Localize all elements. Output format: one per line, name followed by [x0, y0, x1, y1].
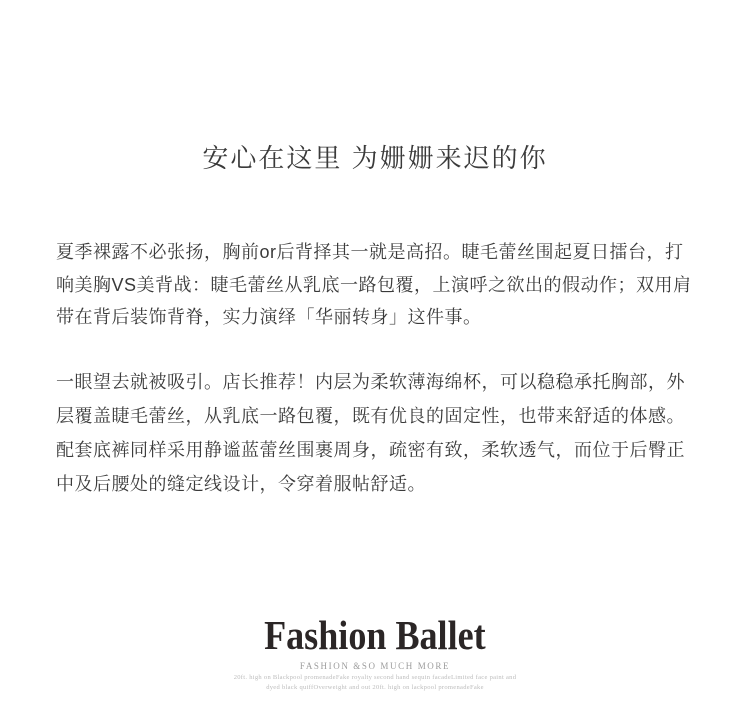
- copy-line: 带在背后装饰背脊，实力演绎「华丽转身」这件事。: [56, 307, 482, 327]
- brand-logo: Fashion Ballet: [264, 612, 486, 658]
- paragraph-comfort-detail: [56, 365, 698, 501]
- brand-footer: [0, 612, 750, 693]
- copy-line: 配套底裤同样采用静谧蓝蕾丝围裹周身，疏密有致，柔软透气，而位于后臀正: [56, 439, 685, 460]
- copy-line: 夏季裸露不必张扬，胸前or后背择其一就是高招。睫毛蕾丝围起夏日擂台，打: [56, 242, 684, 262]
- fineprint-line: 20ft. high on Blackpool promenadeFake royalty second hand sequin facadeLimited face paint and: [233, 674, 517, 681]
- brand-fineprint: [0, 673, 750, 693]
- brand-tagline: FASHION &SO MUCH MORE: [299, 661, 451, 671]
- copy-line: 层覆盖睫毛蕾丝，从乳底一路包覆，既有优良的固定性，也带来舒适的体感。: [56, 405, 685, 426]
- copy-line: 响美胸VS美背战：睫毛蕾丝从乳底一路包覆，上演呼之欲出的假动作；双用肩: [56, 274, 692, 295]
- page-title: 安心在这里 为姗姗来迟的你: [202, 143, 548, 173]
- copy-line: 中及后腰处的缝定线设计，令穿着服帖舒适。: [56, 473, 426, 494]
- paragraph-style-intro: [56, 236, 698, 334]
- description-copy: [56, 236, 698, 501]
- copy-line: 一眼望去就被吸引。店长推荐！内层为柔软薄海绵杯，可以稳稳承托胸部，外: [56, 371, 685, 392]
- fineprint-line: dyed black quiffOverweight and out 20ft. high on lackpool promenadeFake: [266, 684, 484, 691]
